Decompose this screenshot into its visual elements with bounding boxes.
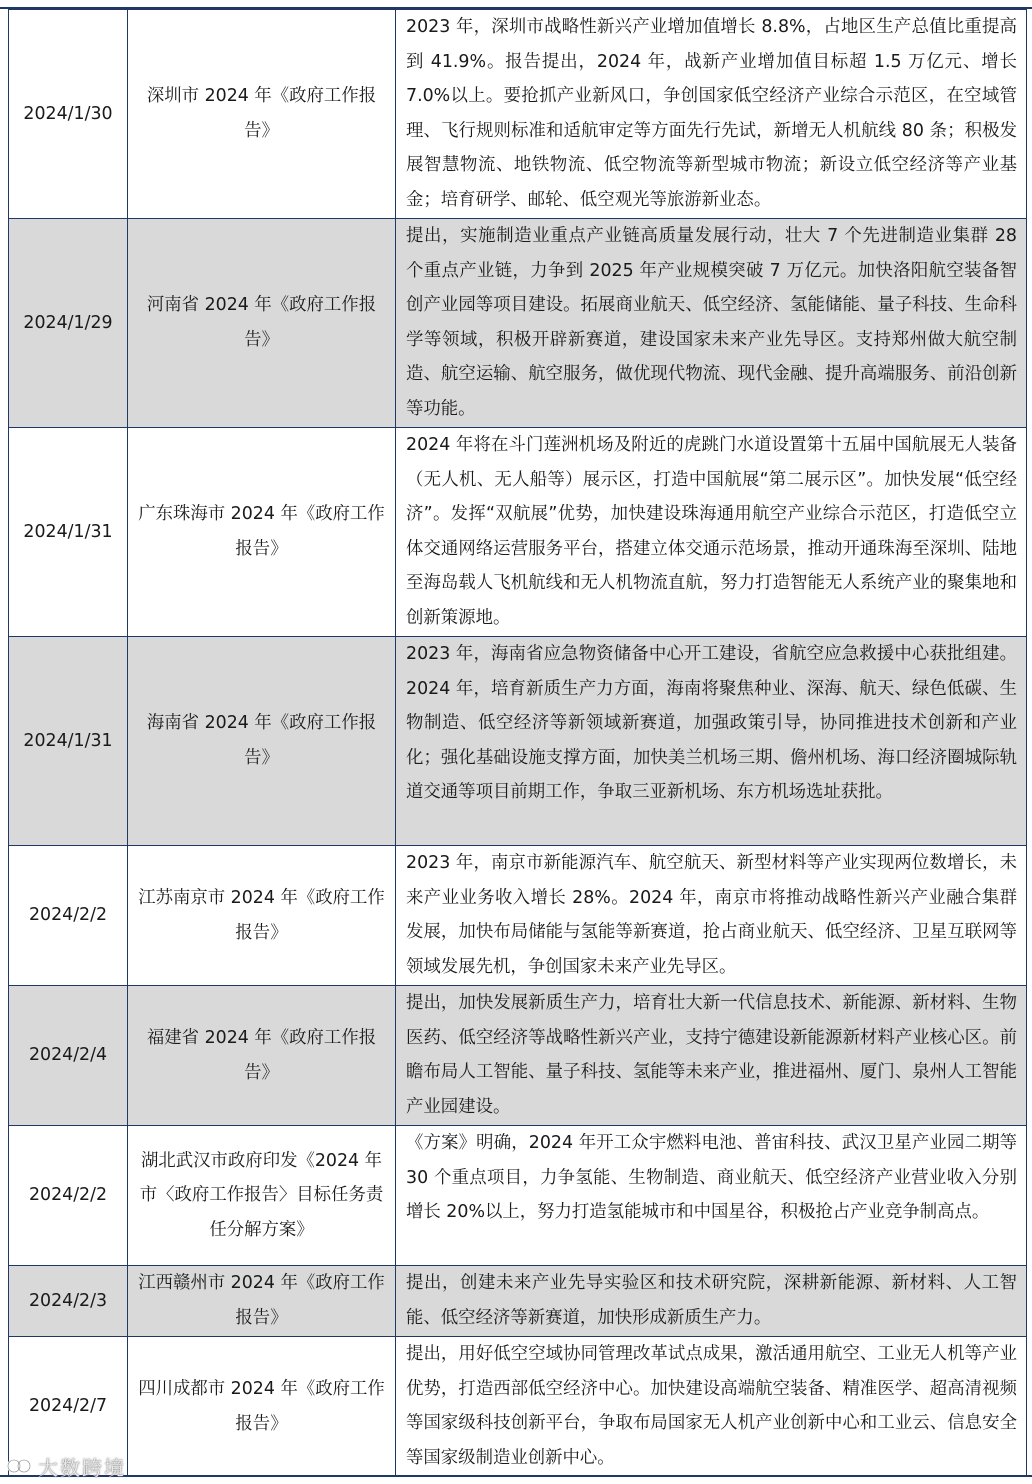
table-row [9,219,1027,428]
table-row [9,1126,1027,1266]
table-row [9,1266,1027,1337]
watermark [6,1452,126,1480]
logo-icon [6,1455,32,1477]
source-cell: 四川成都市 2024 年《政府工作报告》 [128,1337,396,1477]
date-cell: 2024/1/31 [9,428,128,637]
content-cell: 提出，实施制造业重点产业链高质量发展行动，壮大 7 个先进制造业集群 28 个重点产业链，力争到 2025 年产业规模突破 7 万亿元。加快洛阳航空装备智创产业园等项目建设。拓展商业航天、低空经济、氢能储能、量子科技、生命科学等领域，积极开辟新赛道，建设国家未来产业先导区。支持郑州做大航空制造、航空运输、航空服务，做优现代物流、现代金融、提升高端服务、前沿创新等功能。 [396,219,1027,428]
content-cell: 提出，加快发展新质生产力，培育壮大新一代信息技术、新能源、新材料、生物医药、低空经济等战略性新兴产业，支持宁德建设新能源新材料产业核心区。前瞻布局人工智能、量子科技、氢能等未来产业，推进福州、厦门、泉州人工智能产业园建设。 [396,986,1027,1126]
table-row [9,428,1027,637]
top-rule [0,0,1032,9]
content-cell: 《方案》明确，2024 年开工众宇燃料电池、普宙科技、武汉卫星产业园二期等 30 个重点项目，力争氢能、生物制造、商业航天、低空经济产业营业收入分别增长 20%以上，努力打造氢能城市和中国星谷，积极抢占产业竞争制高点。 [396,1126,1027,1266]
source-cell: 福建省 2024 年《政府工作报告》 [128,986,396,1126]
table-row [9,637,1027,846]
date-cell: 2024/2/2 [9,1126,128,1266]
date-cell: 2024/1/31 [9,637,128,846]
date-cell: 2024/2/7 [9,1337,128,1477]
date-cell: 2024/2/2 [9,846,128,986]
date-cell: 2024/2/3 [9,1266,128,1337]
table-row [9,1337,1027,1477]
watermark-text: 大数跨境 [38,1455,126,1480]
content-cell: 2023 年，南京市新能源汽车、航空航天、新型材料等产业实现两位数增长，未来产业业务收入增长 28%。2024 年，南京市将推动战略性新兴产业融合集群发展，加快布局储能与氢能等新赛道，抢占商业航天、低空经济、卫星互联网等领域发展先机，争创国家未来产业先导区。 [396,846,1027,986]
source-cell: 河南省 2024 年《政府工作报告》 [128,219,396,428]
content-cell: 提出，用好低空空域协同管理改革试点成果，激活通用航空、工业无人机等产业优势，打造西部低空经济中心。加快建设高端航空装备、精准医学、超高清视频等国家级科技创新平台，争取布局国家无人机产业创新中心和工业云、信息安全等国家级制造业创新中心。 [396,1337,1027,1477]
source-cell: 江西赣州市 2024 年《政府工作报告》 [128,1266,396,1337]
date-cell: 2024/2/4 [9,986,128,1126]
source-cell: 广东珠海市 2024 年《政府工作报告》 [128,428,396,637]
content-cell: 提出，创建未来产业先导实验区和技术研究院，深耕新能源、新材料、人工智能、低空经济等新赛道，加快形成新质生产力。 [396,1266,1027,1337]
bottom-rule [0,1475,1032,1477]
source-cell: 湖北武汉市政府印发《2024 年市〈政府工作报告〉目标任务责任分解方案》 [128,1126,396,1266]
table-row [9,10,1027,219]
date-cell: 2024/1/29 [9,219,128,428]
source-cell: 海南省 2024 年《政府工作报告》 [128,637,396,846]
content-cell: 2023 年，深圳市战略性新兴产业增加值增长 8.8%，占地区生产总值比重提高到 41.9%。报告提出，2024 年，战新产业增加值目标超 1.5 万亿元、增长 7.0%以上。要抢抓产业新风口，争创国家低空经济产业综合示范区，在空域管理、飞行规则标准和适航审定等方面先行先试，新增无人机航线 80 条；积极发展智慧物流、地铁物流、低空物流等新型城市物流；新设立低空经济等产业基金；培育研学、邮轮、低空观光等旅游新业态。 [396,10,1027,219]
table-row [9,846,1027,986]
content-cell: 2024 年将在斗门莲洲机场及附近的虎跳门水道设置第十五届中国航展无人装备（无人机、无人船等）展示区，打造中国航展“第二展示区”。加快发展“低空经济”。发挥“双航展”优势，加快建设珠海通用航空产业综合示范区，打造低空立体交通网络运营服务平台，搭建立体交通示范场景，推动开通珠海至深圳、陆地至海岛载人飞机航线和无人机物流直航，努力打造智能无人系统产业的聚集地和创新策源地。 [396,428,1027,637]
policy-table [8,9,1027,1477]
table-row [9,986,1027,1126]
content-cell: 2023 年，海南省应急物资储备中心开工建设，省航空应急救援中心获批组建。2024 年，培育新质生产力方面，海南将聚焦种业、深海、航天、绿色低碳、生物制造、低空经济等新领域新赛道，加强政策引导，协同推进技术创新和产业化；强化基础设施支撑方面，加快美兰机场三期、儋州机场、海口经济圈城际轨道交通等项目前期工作，争取三亚新机场、东方机场选址获批。 [396,637,1027,846]
date-cell: 2024/1/30 [9,10,128,219]
source-cell: 深圳市 2024 年《政府工作报告》 [128,10,396,219]
source-cell: 江苏南京市 2024 年《政府工作报告》 [128,846,396,986]
